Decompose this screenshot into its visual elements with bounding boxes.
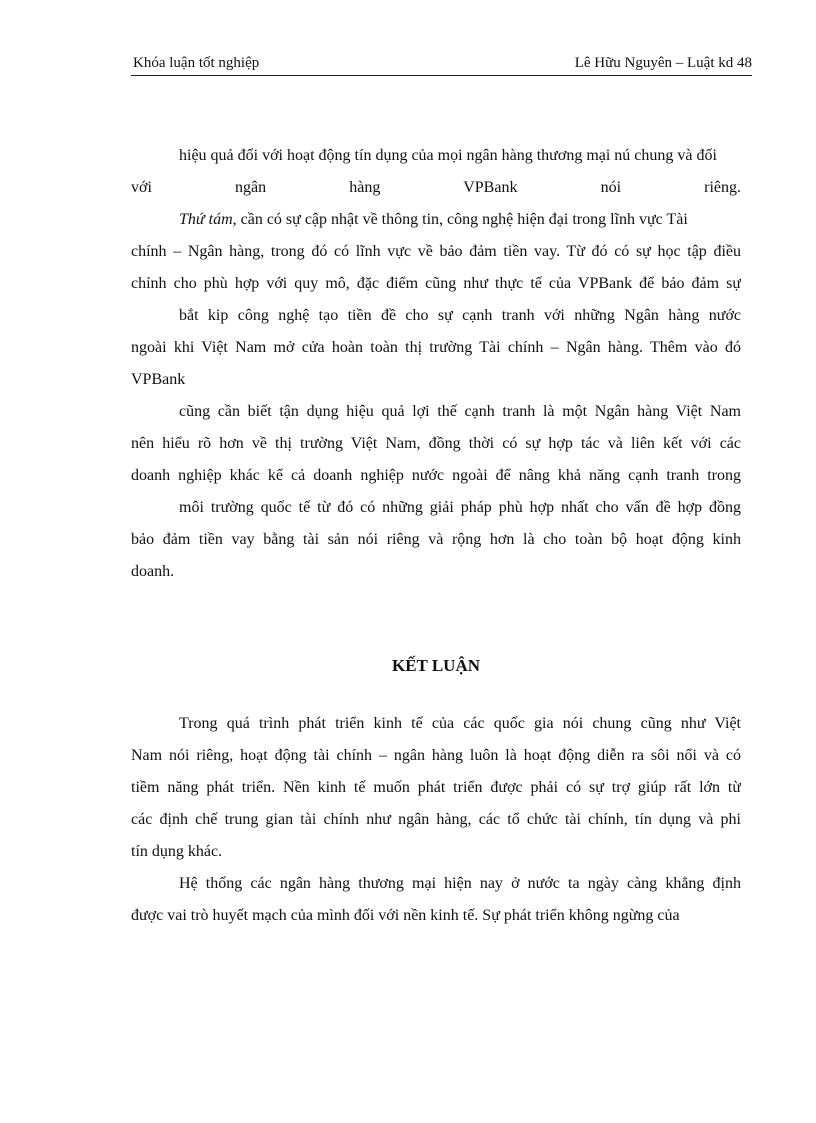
- paragraph-line: chính – Ngân hàng, trong đó có lĩnh vực về bảo đảm tiền vay. Từ đó có sự học tập điều: [131, 243, 741, 260]
- word: riêng.: [704, 179, 741, 196]
- document-body: [131, 140, 741, 932]
- paragraph-line: cũng cần biết tận dụng hiệu quả lợi thế cạnh tranh là một Ngân hàng Việt Nam: [179, 403, 741, 420]
- word: nói: [600, 179, 622, 196]
- paragraph-line: hiệu quả đối với hoạt động tín dụng của mọi ngân hàng thương mại nú chung và đối: [179, 147, 717, 164]
- paragraph-line: ngoài khi Việt Nam mở cửa hoàn toàn thị trường Tài chính – Ngân hàng. Thêm vào đó: [131, 339, 741, 356]
- word: hàng: [349, 179, 381, 196]
- word: VPBank: [463, 179, 518, 196]
- paragraph-line: VPBank: [131, 371, 186, 388]
- header-rule: [131, 75, 752, 76]
- paragraph-line: Nam nói riêng, hoạt động tài chính – ngân hàng luôn là hoạt động diễn ra sôi nổi và có: [131, 747, 741, 764]
- paragraph-line: nên hiểu rõ hơn về thị trường Việt Nam, đồng thời có sự hợp tác và liên kết với các: [131, 435, 741, 452]
- spacer: [131, 682, 741, 708]
- paragraph-line: doanh.: [131, 563, 175, 580]
- paragraph-line: [131, 204, 741, 236]
- paragraph-line: [131, 172, 741, 204]
- paragraph-line: các định chế trung gian tài chính như ngân hàng, các tổ chức tài chính, tín dụng và phi: [131, 811, 741, 828]
- word: với: [131, 179, 152, 196]
- paragraph-line: Trong quá trình phát triển kinh tế của các quốc gia nói chung cũng như Việt: [179, 715, 741, 732]
- paragraph-line: bảo đảm tiền vay bằng tài sản nói riêng và rộng hơn là cho toàn bộ hoạt động kinh: [131, 531, 741, 548]
- page-header: [131, 53, 752, 77]
- header-thesis-title: Khóa luận tốt nghiệp: [133, 55, 260, 71]
- paragraph-line: doanh nghiệp khác kể cả doanh nghiệp nước ngoài để nâng khả năng cạnh tranh trong: [131, 467, 741, 484]
- line-text: , cần có sự cập nhật về thông tin, công nghệ hiện đại trong lĩnh vực Tài: [232, 211, 688, 228]
- spacer: [131, 588, 741, 650]
- word: ngân: [235, 179, 267, 196]
- section-heading: KẾT LUẬN: [391, 656, 480, 675]
- paragraph-line: tiềm năng phát triển. Nền kinh tế muốn phát triển được phải có sự trợ giúp rất lớn từ: [131, 779, 741, 796]
- header-author: Lê Hữu Nguyên – Luật kd 48: [574, 55, 752, 71]
- paragraph-line: Hệ thống các ngân hàng thương mại hiện nay ở nước ta ngày càng khẳng định: [179, 875, 741, 892]
- paragraph-line: được vai trò huyết mạch của mình đối với nền kinh tế. Sự phát triển không ngừng của: [131, 907, 680, 924]
- emphasis-text: Thứ tám: [179, 211, 233, 228]
- paragraph-line: tín dụng khác.: [131, 843, 223, 860]
- paragraph-line: môi trường quốc tế từ đó có những giải pháp phù hợp nhất cho vấn đề hợp đồng: [179, 499, 741, 516]
- paragraph-line: bắt kip công nghệ tạo tiền đề cho sự cạnh tranh với những Ngân hàng nước: [179, 307, 741, 324]
- paragraph-line: chỉnh cho phù hợp với quy mô, đặc điểm cũng như thực tế của VPBank để bảo đảm sự: [131, 275, 741, 292]
